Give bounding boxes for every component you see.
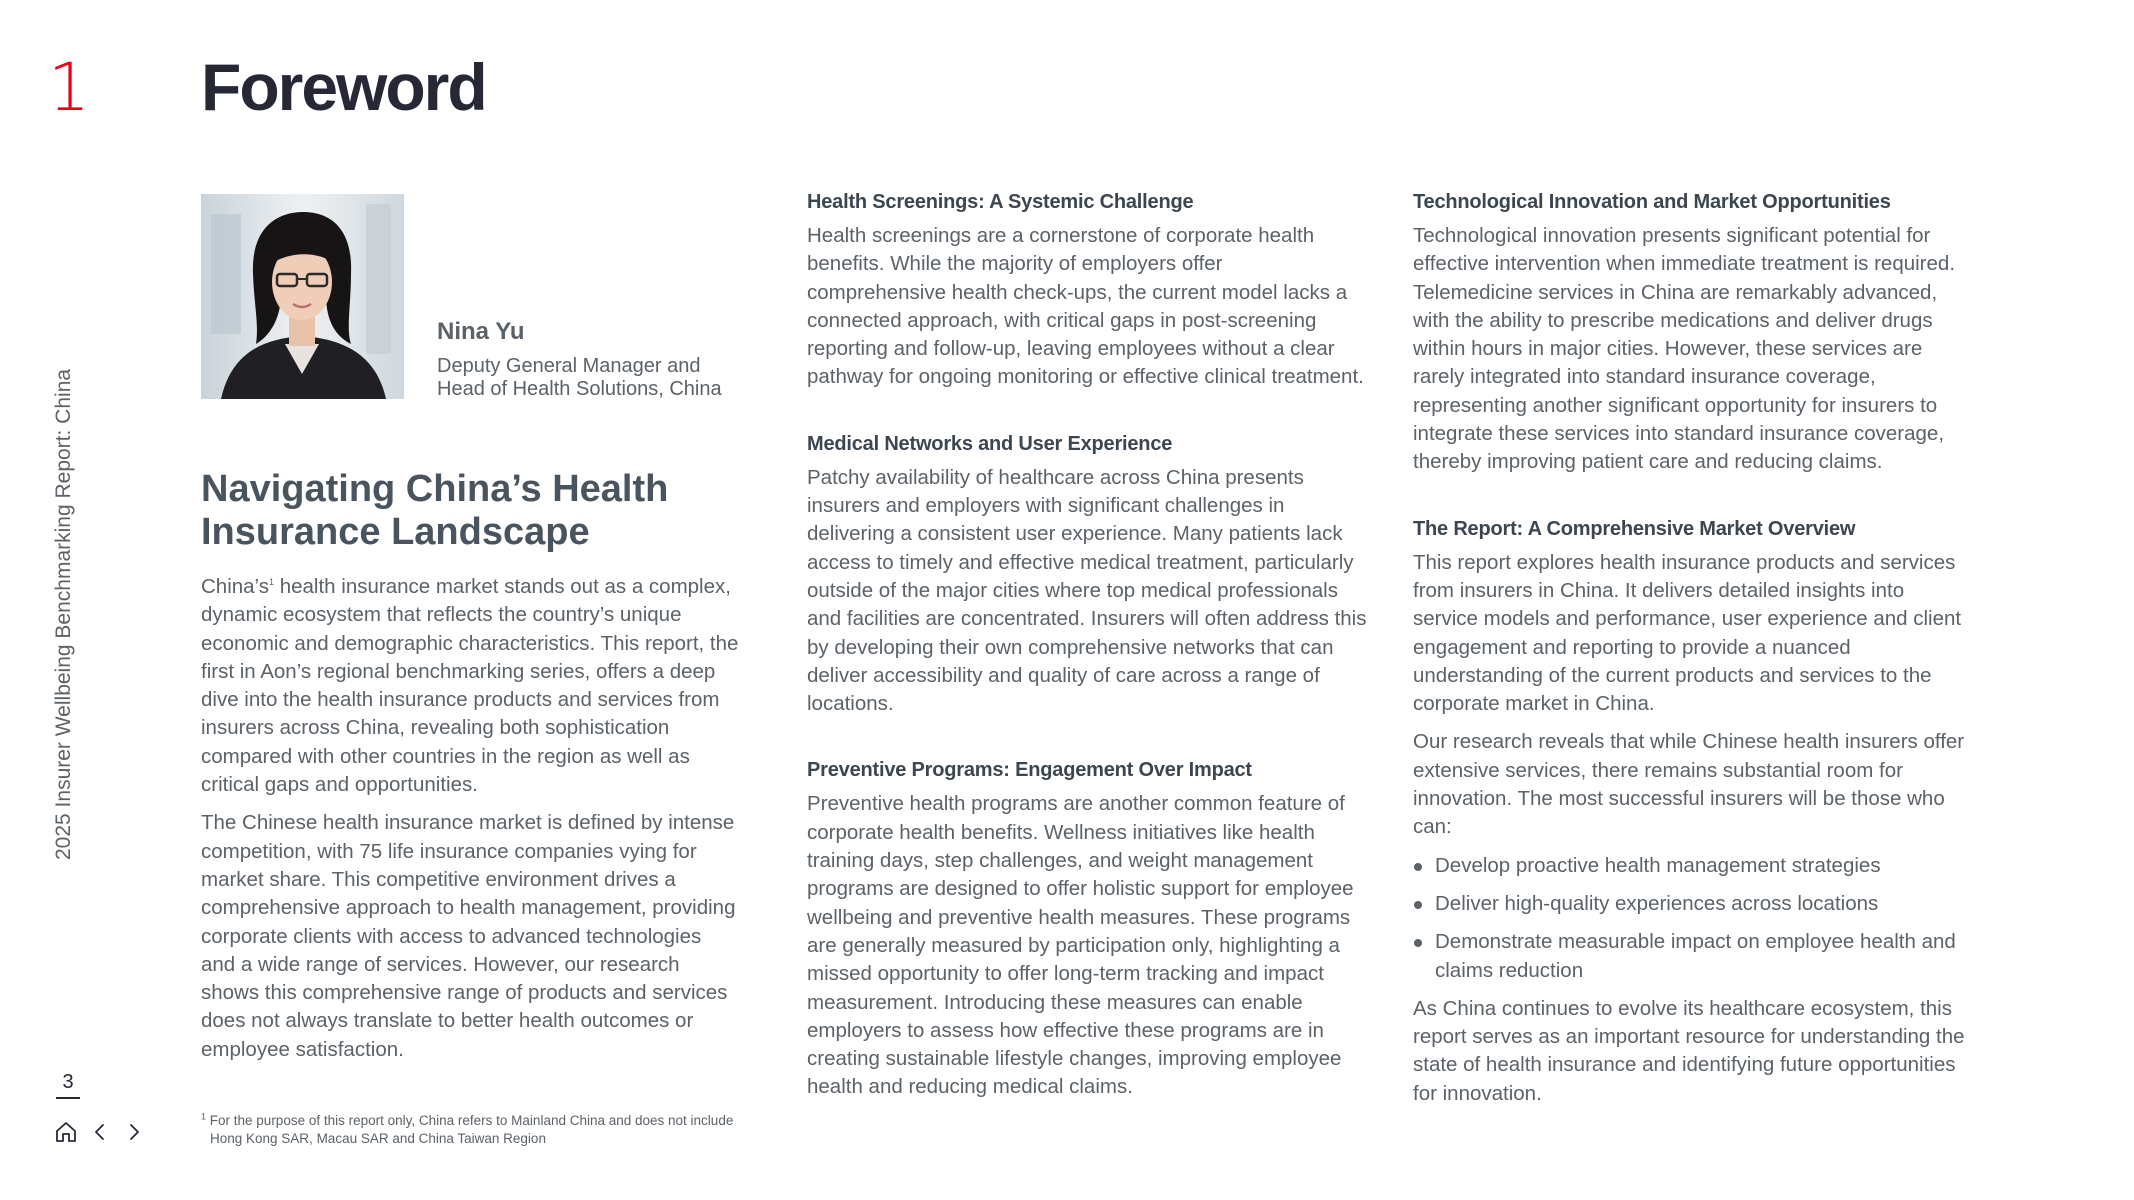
author-portrait: [201, 194, 404, 399]
footnote-marker: 1: [201, 1111, 207, 1122]
paragraph: Technological innovation presents significant potential for effective intervention when immediate treatment is required. Telemedicine services in China are remarkably advanced, with the ability to prescribe medications and deliver drugs within hours in major cities. However, these services are rarely integrated into standard insurance coverage, representing another significant opportunity for insurers to integrate these services into standard insurance coverage, thereby improving patient care and reducing claims.: [1413, 224, 1956, 474]
paragraph-text: health insurance market stands out as a complex, dynamic ecosystem that reflects the country’s unique economic and demographic characteristics. This report, the first in Aon’s regional benchmarking series, offers a deep dive into the health insurance products and services from insurers across China, revealing both sophistication compared with other countries in the region as well as critical gaps and opportunities.: [201, 575, 739, 797]
paragraph: Health screenings are a cornerstone of corporate health benefits. While the majority of employers offer comprehensive health check-ups, the current model lacks a connected approach, with critical gaps in post-screening reporting and follow-up, leaving employees without a clear pathway for ongoing monitoring or effective clinical treatment.: [807, 224, 1364, 389]
footnote-text: For the purpose of this report only, China refers to Mainland China and does not include Hong Kong SAR, Macau SAR and China Taiwan Region: [209, 1113, 734, 1146]
page-navigation: [54, 1120, 146, 1144]
column-2: [807, 188, 1367, 1112]
list-item: Deliver high-quality experiences across locations: [1413, 890, 1973, 918]
footnote-ref: 1: [269, 577, 275, 588]
column-3: [1413, 188, 1973, 1118]
subheading: Health Screenings: A Systemic Challenge: [807, 191, 1194, 213]
report-title-vertical: 2025 Insurer Wellbeing Benchmarking Report: China: [52, 368, 75, 860]
column-1: [201, 573, 741, 1074]
chevron-left-icon[interactable]: [88, 1120, 112, 1144]
paragraph: Preventive health programs are another common feature of corporate health benefits. Wellness initiatives like health training days, step challenges, and weight management programs are designed to offer holistic support for employee wellbeing and preventive health measures. These programs are generally measured by participation only, highlighting a missed opportunity to offer long-term tracking and impact measurement. Introducing these measures can enable employers to assess how effective these programs are in creating sustainable lifestyle changes, improving employee health and reducing medical claims.: [807, 792, 1354, 1099]
page-number: 3: [56, 1071, 80, 1099]
section-heading: Navigating China’s Health Insurance Landscape: [201, 468, 669, 553]
chapter-number: 1: [48, 49, 90, 126]
list-item: Develop proactive health management strategies: [1413, 852, 1973, 880]
paragraph: [201, 573, 741, 799]
paragraph: Patchy availability of healthcare across China presents insurers and employers with significant challenges in delivering a consistent user experience. Many patients lack access to timely and effective medical treatment, particularly outside of the major cities where top medical professionals and facilities are concentrated. Insurers will often address this by developing their own comprehensive networks that can deliver accessibility and quality of care across a range of locations.: [807, 465, 1367, 716]
paragraph: Our research reveals that while Chinese health insurers offer extensive services, there remains substantial room for innovation. The most successful insurers will be those who can:: [1413, 730, 1965, 839]
author-photo: [201, 194, 404, 399]
home-icon[interactable]: [54, 1120, 78, 1144]
subheading: The Report: A Comprehensive Market Overview: [1413, 517, 1856, 540]
paragraph: This report explores health insurance products and services from insurers in China. It delivers detailed insights into service models and performance, user experience and client engagement and reporting to provide a nuanced understanding of the current products and services to the corporate market in China.: [1413, 550, 1962, 716]
footnote: [201, 1112, 761, 1148]
subheading: Medical Networks and User Experience: [807, 432, 1173, 455]
author-role: [437, 355, 757, 401]
chevron-right-icon[interactable]: [122, 1120, 146, 1144]
page-title: Foreword: [201, 50, 486, 124]
subheading: Preventive Programs: Engagement Over Impact: [807, 759, 1252, 782]
list-item: Demonstrate measurable impact on employee health and claims reduction: [1413, 928, 1973, 985]
author-name: Nina Yu: [437, 318, 525, 345]
author-role-line: Deputy General Manager and: [437, 355, 701, 377]
paragraph-lead: China’s: [201, 575, 269, 598]
subheading: Technological Innovation and Market Opportunities: [1413, 191, 1891, 213]
paragraph: The Chinese health insurance market is defined by intense competition, with 75 life insurance companies vying for market share. This competitive environment drives a comprehensive approach to health management, providing corporate clients with access to advanced technologies and a wide range of services. However, our research shows this comprehensive range of products and services does not always translate to better health outcomes or employee satisfaction.: [201, 811, 736, 1061]
bullet-list: [1413, 852, 1973, 985]
paragraph: As China continues to evolve its healthcare ecosystem, this report serves as an important resource for understanding the state of health insurance and identifying future opportunities for innovation.: [1413, 996, 1965, 1105]
author-role-line: Head of Health Solutions, China: [437, 378, 722, 400]
